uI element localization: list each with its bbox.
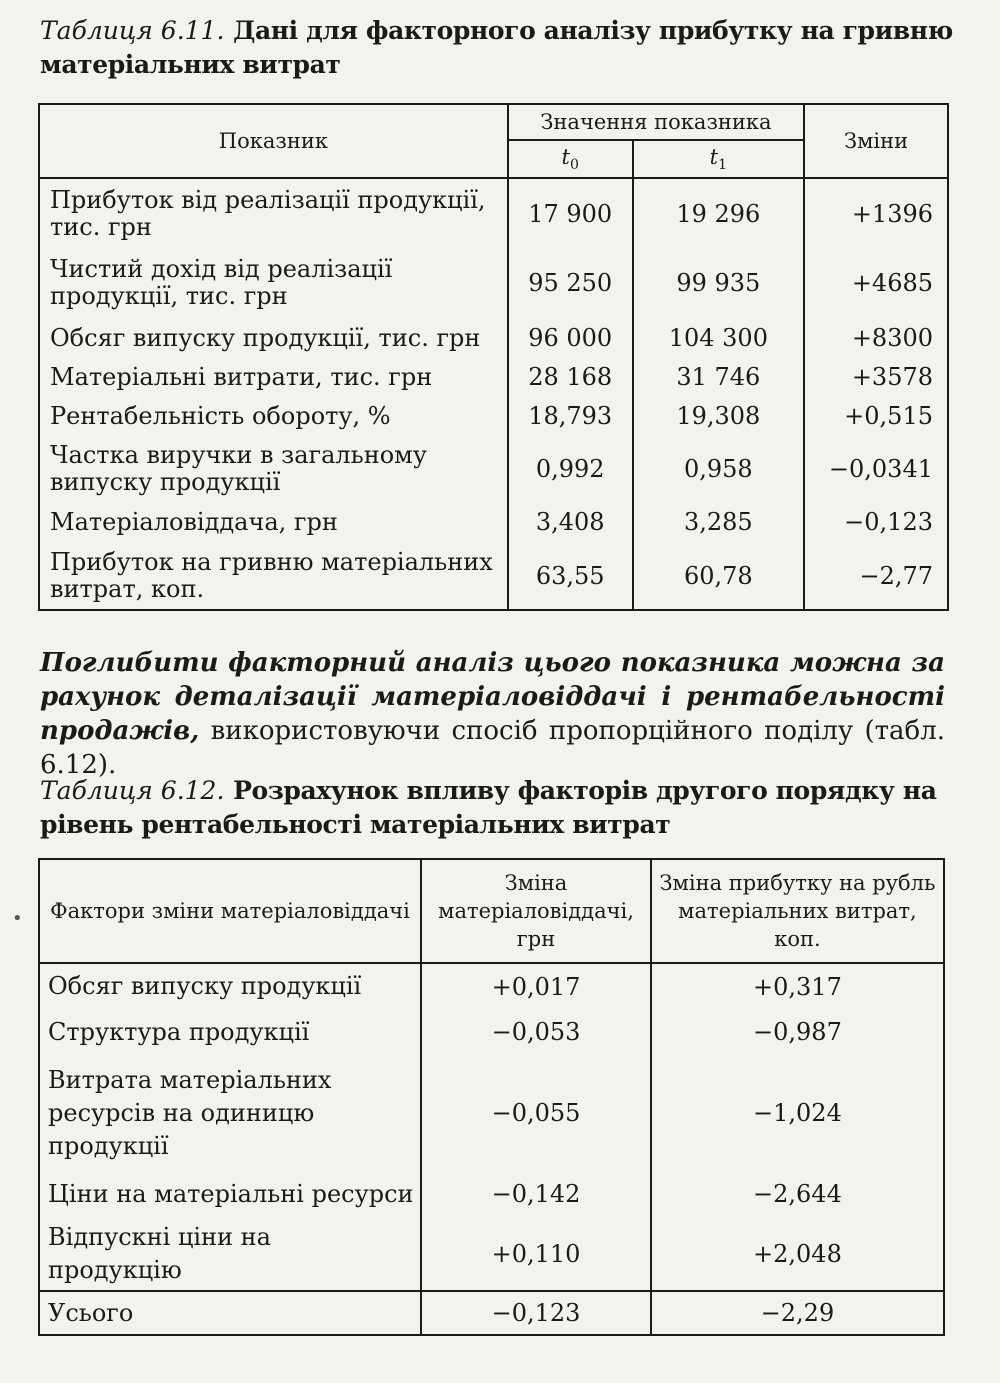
table-row [39,1009,944,1055]
header-change: Зміни [804,104,948,178]
table-row [39,963,944,1009]
profit-change-value: −1,024 [651,1055,944,1171]
value-t1: 3,285 [633,502,805,542]
total-label: Усього [39,1291,421,1335]
table-title: Дані для факторного аналізу прибутку на гривню матеріальних витрат [40,16,953,79]
total-row [39,1291,944,1335]
value-t1: 0,958 [633,436,805,502]
table-row [39,358,948,396]
md-change-value: +0,017 [421,963,651,1009]
table-row [39,248,948,318]
row-name: Матеріаловіддача, грн [39,502,508,542]
value-t0: 28 168 [508,358,633,396]
paragraph-emphasis: Поглибити факторний аналіз цього показника можна за рахунок деталізації матеріаловіддачі і рентабельності продажів, [40,648,945,746]
value-t1: 104 300 [633,318,805,358]
row-name: Чистий дохід від реалізації продукції, тис. грн [39,248,508,318]
total-profit-change: −2,29 [651,1291,944,1335]
header-md-change: Зміна матеріаловіддачі, грн [421,859,651,963]
table-row [39,178,948,248]
table-row [39,1217,944,1291]
row-name: Рентабельність обороту, % [39,396,508,436]
value-change: +3578 [804,358,948,396]
row-name: Частка виручки в загальному випуску продукції [39,436,508,502]
table-6-12 [38,858,945,1336]
table-row [39,1171,944,1217]
scan-mark: • [12,908,23,929]
value-t0: 0,992 [508,436,633,502]
profit-change-value: +0,317 [651,963,944,1009]
header-profit-change: Зміна прибутку на рубль матеріальних витрат, коп. [651,859,944,963]
header-t1: $t_1$ [633,140,805,178]
profit-change-value: +2,048 [651,1217,944,1291]
table-label: Таблиця 6.12. [40,776,225,805]
factor-name: Відпускні ціни на продукцію [39,1217,421,1291]
table-6-11 [38,103,949,611]
value-t0: 63,55 [508,542,633,610]
md-change-value: −0,142 [421,1171,651,1217]
table-row [39,542,948,610]
value-t0: 96 000 [508,318,633,358]
factor-name: Обсяг випуску продукції [39,963,421,1009]
value-t0: 18,793 [508,396,633,436]
table-row [39,396,948,436]
table-title: Розрахунок впливу факторів другого порядку на рівень рентабельності матеріальних витрат [40,776,937,839]
value-change: −0,0341 [804,436,948,502]
total-md-change: −0,123 [421,1291,651,1335]
table-row [39,436,948,502]
table-row [39,502,948,542]
factor-name: Витрата матеріальних ресурсів на одиницю продукції [39,1055,421,1171]
row-name: Прибуток на гривню матеріальних витрат, коп. [39,542,508,610]
value-change: +0,515 [804,396,948,436]
md-change-value: +0,110 [421,1217,651,1291]
value-change: +8300 [804,318,948,358]
table-row [39,1055,944,1171]
md-change-value: −0,053 [421,1009,651,1055]
header-t0: $t_0$ [508,140,633,178]
header-value: Значення показника [508,104,804,140]
value-t0: 95 250 [508,248,633,318]
header-factors: Фактори зміни матеріаловіддачі [39,859,421,963]
value-t1: 99 935 [633,248,805,318]
value-change: +4685 [804,248,948,318]
row-name: Обсяг випуску продукції, тис. грн [39,318,508,358]
md-change-value: −0,055 [421,1055,651,1171]
profit-change-value: −0,987 [651,1009,944,1055]
factor-name: Структура продукції [39,1009,421,1055]
value-t0: 17 900 [508,178,633,248]
table-6-11-caption [40,14,960,82]
paragraph-text: використовуючи спосіб пропорційного поділу (табл. 6.12). [40,716,945,780]
value-change: −0,123 [804,502,948,542]
table-label: Таблиця 6.11. [40,16,225,45]
table-6-12-caption [40,774,960,842]
factor-name: Ціни на матеріальні ресурси [39,1171,421,1217]
value-t1: 31 746 [633,358,805,396]
value-t0: 3,408 [508,502,633,542]
profit-change-value: −2,644 [651,1171,944,1217]
header-indicator: Показник [39,104,508,178]
value-change: +1396 [804,178,948,248]
table-row [39,318,948,358]
value-t1: 60,78 [633,542,805,610]
row-name: Матеріальні витрати, тис. грн [39,358,508,396]
value-t1: 19 296 [633,178,805,248]
body-paragraph [40,646,945,782]
value-change: −2,77 [804,542,948,610]
value-t1: 19,308 [633,396,805,436]
row-name: Прибуток від реалізації продукції, тис. грн [39,178,508,248]
